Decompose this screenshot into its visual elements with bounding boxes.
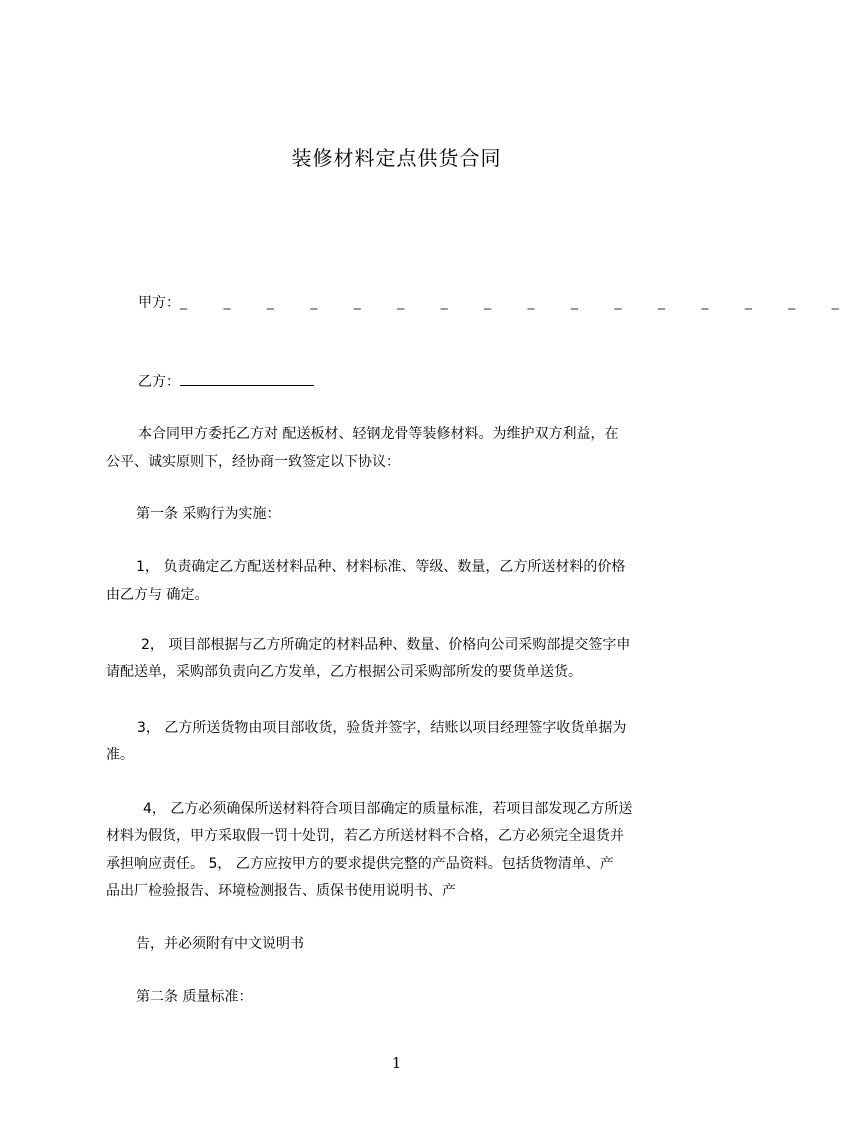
item-2-line-1: 2， 项目部根据与乙方所确定的材料品种、数量、价格向公司采购部提交签字申 (141, 637, 631, 653)
party-b-line (138, 370, 738, 394)
party-b-label: 乙方： (138, 374, 180, 390)
item-2-line-2: 请配送单，采购部负责向乙方发单，乙方根据公司采购部所发的要货单送货。 (106, 664, 582, 680)
item-3-line-1: 3， 乙方所送货物由项目部收货，验货并签字，结账以项目经理签字收货单据为 (137, 720, 627, 736)
party-a-blank: _ _ _ _ _ _ _ _ _ _ _ _ _ _ _ _ (180, 294, 855, 310)
item-4-line-2: 材料为假货，甲方采取假一罚十处罚，若乙方所送材料不合格，乙方必须完全退货并 (106, 828, 624, 844)
intro-line-1: 本合同甲方委托乙方对 配送板材、轻钢龙骨等装修材料。为维护双方利益，在 (138, 426, 619, 442)
party-a-label-1: 甲 (138, 295, 152, 311)
item-1-line-1: 1， 负责确定乙方配送材料品种、材料标准、等级、数量，乙方所送材料的价格 (136, 559, 626, 575)
item-1-line-2: 由乙方与 确定。 (106, 587, 209, 603)
article-2-heading: 第二条 质量标准： (136, 989, 253, 1005)
party-a-label-2: 方 (152, 295, 166, 311)
article-1-heading: 第一条 采购行为实施： (136, 506, 281, 522)
page-number: 1 (391, 1054, 402, 1072)
contract-title: 装修材料定点供货合同 (291, 146, 502, 170)
item-3-line-2: 准。 (106, 747, 134, 763)
item-5-continuation: 告，并必须附有中文说明书 (136, 936, 304, 952)
item-4-line-1: 4， 乙方必须确保所送材料符合项目部确定的质量标准，若项目部发现乙方所送 (143, 801, 633, 817)
intro-line-2: 公平、诚实原则下，经协商一致签定以下协议： (106, 454, 400, 470)
item-4-line-4: 品出厂检验报告、环境检测报告、质保书使用说明书、产 (106, 883, 456, 899)
party-b-blank (180, 371, 314, 386)
item-4-line-3: 承担响应责任。 5， 乙方应按甲方的要求提供完整的产品资料。包括货物清单、产 (106, 856, 614, 872)
party-a-colon: ： (166, 295, 180, 311)
party-a-line (138, 292, 855, 312)
